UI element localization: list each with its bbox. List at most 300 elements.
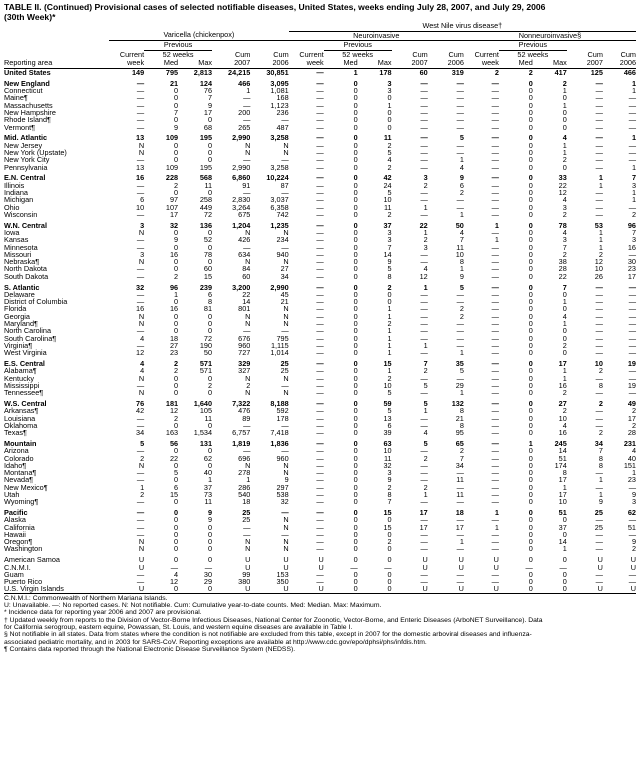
value-cell: —	[491, 446, 499, 456]
value-cell: 131	[199, 438, 213, 448]
value-cell: —	[243, 155, 251, 165]
value-cell: —	[243, 522, 251, 532]
value-cell: 200	[238, 107, 251, 117]
value-cell: 7	[207, 93, 213, 103]
value-cell: 2,990	[232, 162, 251, 172]
value-cell: —	[491, 497, 499, 507]
value-cell: —	[595, 107, 603, 117]
value-cell: 22	[558, 271, 567, 281]
value-cell: 0	[353, 155, 358, 165]
value-cell: —	[281, 326, 289, 336]
value-cell: 72	[203, 333, 213, 343]
value-cell: —	[136, 340, 145, 350]
value-cell: —	[628, 93, 636, 103]
value-cell: 9	[459, 271, 464, 281]
max-header: Max	[533, 59, 567, 68]
value-cell: —	[456, 297, 464, 307]
value-cell: —	[316, 326, 324, 336]
value-cell: —	[595, 468, 603, 478]
value-cell: N	[138, 318, 145, 328]
value-cell: —	[491, 297, 499, 307]
value-cell: —	[595, 311, 603, 321]
value-cell: 10	[558, 497, 567, 507]
value-cell: 0	[528, 86, 533, 96]
value-cell: 0	[207, 326, 213, 336]
value-cell: 1	[631, 78, 636, 88]
value-cell: 11	[456, 489, 464, 499]
value-cell: 2	[562, 388, 567, 398]
value-cell: —	[595, 406, 603, 416]
value-cell: 634	[238, 249, 251, 259]
value-cell: —	[384, 562, 392, 572]
value-cell: 3	[387, 227, 392, 237]
value-cell: 2	[459, 446, 464, 456]
value-cell: —	[628, 373, 636, 383]
value-cell: 10	[383, 380, 392, 390]
value-cell: —	[420, 147, 428, 157]
value-cell: —	[316, 413, 324, 423]
value-cell: 0	[353, 508, 358, 518]
value-cell: —	[456, 515, 464, 525]
value-cell: —	[136, 86, 145, 96]
value-cell: 449	[199, 202, 213, 212]
value-cell: 27	[280, 264, 289, 274]
reporting-area-cell: Arkansas¶	[4, 406, 39, 416]
value-cell: —	[136, 122, 145, 132]
wnv-header: West Nile virus disease†	[289, 22, 636, 31]
value-cell: 11	[456, 475, 464, 485]
value-cell: 2	[174, 180, 179, 190]
value-cell: 62	[203, 453, 213, 463]
value-cell: 1	[562, 318, 567, 328]
value-cell: —	[316, 67, 324, 77]
value-cell: —	[136, 446, 145, 456]
report-page	[4, 2, 636, 653]
value-cell: —	[628, 569, 636, 579]
value-cell: 29	[455, 380, 464, 390]
value-cell: N	[245, 311, 251, 321]
value-cell: 0	[353, 489, 358, 499]
previous-header: Previous	[499, 41, 567, 51]
value-cell: 1	[562, 140, 567, 150]
value-cell: 696	[238, 453, 251, 463]
value-cell: 60	[419, 67, 428, 77]
value-cell: 2	[631, 544, 636, 554]
value-cell: 0	[174, 388, 179, 398]
value-cell: 0	[353, 413, 358, 423]
value-cell: 0	[207, 544, 213, 554]
value-cell: 0	[528, 555, 533, 565]
value-cell: 21	[280, 297, 289, 307]
value-cell: —	[316, 373, 324, 383]
value-cell: 95	[455, 428, 464, 438]
reporting-area-cell: Nebraska¶	[4, 257, 40, 267]
value-cell: 2	[459, 187, 464, 197]
value-cell: 89	[242, 413, 251, 423]
current-header: Current	[299, 49, 324, 59]
value-cell: —	[491, 537, 499, 547]
value-cell: 0	[528, 93, 533, 103]
table-row	[4, 429, 636, 436]
value-cell: 30,851	[266, 67, 289, 77]
value-cell: 0	[353, 428, 358, 438]
value-cell: 0	[528, 460, 533, 470]
value-cell: 22	[242, 289, 251, 299]
value-cell: 5	[387, 187, 392, 197]
value-cell: 181	[165, 398, 179, 408]
reporting-area-cell: Georgia	[4, 311, 30, 321]
value-cell: 15	[383, 508, 392, 518]
value-cell: 0	[528, 453, 533, 463]
table-row	[4, 124, 636, 131]
value-cell: 11	[204, 497, 213, 507]
value-cell: —	[595, 515, 603, 525]
value-cell: 37	[558, 522, 567, 532]
week-header: week	[464, 59, 499, 68]
value-cell: 151	[623, 460, 636, 470]
value-cell: 0	[562, 515, 567, 525]
value-cell: —	[136, 497, 145, 507]
value-cell: 0	[353, 340, 358, 350]
value-cell: 107	[165, 202, 179, 212]
value-cell: 0	[528, 202, 533, 212]
value-cell: 0	[528, 289, 533, 299]
value-cell: 195	[199, 162, 213, 172]
value-cell: —	[316, 107, 324, 117]
value-cell: 0	[353, 358, 358, 368]
value-cell: —	[243, 100, 251, 110]
value-cell: 27	[558, 398, 567, 408]
value-cell: 42	[383, 173, 392, 183]
year-2007-header: 2007	[567, 59, 603, 68]
value-cell: 0	[528, 497, 533, 507]
value-cell: 3	[423, 242, 428, 252]
value-cell: —	[491, 438, 499, 448]
value-cell: —	[491, 348, 499, 358]
value-cell: —	[316, 86, 324, 96]
value-cell: 1	[423, 227, 428, 237]
value-cell: —	[243, 529, 251, 539]
value-cell: —	[420, 155, 428, 165]
value-cell: 1	[598, 475, 603, 485]
value-cell: 0	[528, 304, 533, 314]
value-cell: 24,215	[228, 67, 251, 77]
value-cell: —	[316, 78, 324, 88]
value-cell: 0	[174, 311, 179, 321]
value-cell: 0	[528, 147, 533, 157]
value-cell: N	[283, 544, 289, 554]
value-cell: —	[420, 373, 428, 383]
value-cell: 571	[199, 366, 213, 376]
value-cell: 12	[136, 348, 145, 358]
value-cell: —	[491, 264, 499, 274]
value-cell: —	[316, 133, 324, 143]
value-cell: —	[420, 257, 428, 267]
value-cell: 4	[562, 133, 567, 143]
reporting-area-cell: Mississippi	[4, 380, 40, 390]
value-cell: —	[595, 289, 603, 299]
value-cell: 0	[353, 202, 358, 212]
reporting-area-cell: Guam	[4, 569, 24, 579]
value-cell: 0	[358, 585, 392, 593]
value-cell: 0	[174, 529, 179, 539]
value-cell: 56	[169, 438, 179, 448]
reporting-area-cell: West Virginia	[4, 348, 47, 358]
value-cell: 1	[140, 482, 145, 492]
value-cell: —	[456, 577, 464, 587]
value-cell: —	[525, 562, 533, 572]
value-cell: U	[597, 562, 603, 572]
value-cell: 22	[419, 220, 428, 230]
value-cell: 0	[353, 446, 358, 456]
table-row	[4, 68, 636, 76]
value-cell: N	[283, 373, 289, 383]
value-cell: —	[491, 311, 499, 321]
reporting-area-cell: U.S. Virgin Islands	[4, 585, 109, 593]
value-cell: 18	[455, 508, 464, 518]
value-cell: 0	[353, 537, 358, 547]
value-cell: —	[628, 289, 636, 299]
value-cell: 2	[528, 67, 533, 77]
value-cell: 2	[140, 489, 145, 499]
value-cell: 1	[631, 162, 636, 172]
table-title: TABLE II. (Continued) Provisional cases of selected notifiable diseases, United States, weeks ending July 28, 2007, and July 29, 2006	[4, 2, 546, 12]
value-cell: —	[595, 115, 603, 125]
value-cell: N	[138, 373, 145, 383]
value-cell: 0	[174, 497, 179, 507]
value-cell: 1	[562, 544, 567, 554]
value-cell: 540	[238, 489, 251, 499]
value-cell: 0	[174, 446, 179, 456]
value-cell: —	[420, 497, 428, 507]
value-cell: 2,813	[193, 67, 213, 77]
value-cell: —	[491, 406, 499, 416]
value-cell: —	[628, 202, 636, 212]
value-cell: 0	[353, 373, 358, 383]
value-cell: 0	[353, 318, 358, 328]
value-cell: 4	[459, 162, 464, 172]
value-cell: 50	[203, 348, 213, 358]
reporting-area-cell: New York City	[4, 155, 50, 165]
value-cell: 1,123	[270, 100, 289, 110]
value-cell: 178	[276, 413, 289, 423]
value-cell: 25	[280, 358, 289, 368]
value-cell: 0	[387, 515, 392, 525]
reporting-area-cell: Wisconsin	[4, 209, 38, 219]
value-cell: —	[420, 78, 428, 88]
value-cell: 0	[353, 460, 358, 470]
reporting-area-cell: New Hampshire	[4, 107, 56, 117]
value-cell: 0	[528, 297, 533, 307]
reporting-area-cell: Connecticut	[4, 86, 43, 96]
value-cell: 32	[383, 460, 392, 470]
value-cell: 1	[631, 133, 636, 143]
value-cell: —	[420, 577, 428, 587]
value-cell: 0	[353, 257, 358, 267]
value-cell: —	[628, 515, 636, 525]
value-cell: —	[491, 333, 499, 343]
value-cell: —	[456, 318, 464, 328]
value-cell: 0	[353, 242, 358, 252]
value-cell: 0	[528, 380, 533, 390]
value-cell: N	[138, 544, 145, 554]
value-cell: 0	[353, 140, 358, 150]
value-cell: —	[420, 162, 428, 172]
value-cell: 0	[207, 420, 213, 430]
value-cell: 0	[174, 140, 179, 150]
value-cell: —	[316, 482, 324, 492]
max-header: Max	[358, 59, 392, 68]
value-cell: —	[595, 195, 603, 205]
value-cell: —	[136, 155, 145, 165]
value-cell: —	[491, 162, 499, 172]
value-cell: —	[595, 162, 603, 172]
value-cell: —	[316, 202, 324, 212]
value-cell: 6	[459, 180, 464, 190]
value-cell: 45	[280, 289, 289, 299]
reporting-area-cell: Alabama¶	[4, 366, 37, 376]
value-cell: 4	[174, 569, 179, 579]
value-cell: —	[628, 147, 636, 157]
value-cell: 1,534	[193, 428, 213, 438]
value-cell: 0	[353, 100, 358, 110]
value-cell: 25	[280, 366, 289, 376]
value-cell: 73	[203, 489, 213, 499]
value-cell: —	[491, 195, 499, 205]
value-cell: 1	[459, 388, 464, 398]
value-cell: 7	[174, 107, 179, 117]
value-cell: 62	[627, 508, 636, 518]
value-cell: —	[316, 242, 324, 252]
value-cell: 51	[627, 522, 636, 532]
value-cell: 0	[207, 555, 213, 565]
reporting-area-cell: Puerto Rico	[4, 577, 43, 587]
weeks52-header: 52 weeks	[517, 49, 549, 59]
reporting-area-cell: Utah	[4, 489, 20, 499]
value-cell: —	[595, 482, 603, 492]
value-cell: 0	[207, 187, 213, 197]
value-cell: 8	[562, 468, 567, 478]
value-cell: 7	[459, 235, 464, 245]
value-cell: N	[138, 388, 145, 398]
cum-header: Cum	[234, 49, 251, 59]
value-cell: —	[456, 468, 464, 478]
value-cell: —	[243, 242, 251, 252]
value-cell: U	[318, 555, 324, 565]
value-cell: 1	[494, 235, 499, 245]
value-cell: —	[456, 333, 464, 343]
value-cell: 2	[631, 420, 636, 430]
value-cell: 163	[165, 428, 179, 438]
value-cell: 124	[199, 78, 213, 88]
value-cell: —	[628, 326, 636, 336]
value-cell: 0	[353, 264, 358, 274]
value-cell: 15	[383, 358, 392, 368]
value-cell: 4	[562, 227, 567, 237]
value-cell: 178	[379, 67, 392, 77]
value-cell: 6	[174, 482, 179, 492]
value-cell: 2	[631, 406, 636, 416]
value-cell: 1	[598, 242, 603, 252]
value-cell: 39	[383, 428, 392, 438]
value-cell: —	[136, 577, 145, 587]
value-cell: —	[491, 209, 499, 219]
value-cell: 1,640	[193, 398, 213, 408]
value-cell: 0	[562, 107, 567, 117]
value-cell: 0	[353, 366, 358, 376]
value-cell: —	[628, 100, 636, 110]
table-row	[4, 273, 636, 280]
value-cell: —	[316, 460, 324, 470]
value-cell: —	[316, 122, 324, 132]
value-cell: —	[316, 333, 324, 343]
value-cell: 0	[528, 406, 533, 416]
value-cell: —	[136, 326, 145, 336]
value-cell: 2	[387, 318, 392, 328]
previous-header: Previous	[324, 41, 392, 51]
value-cell: 32	[136, 282, 145, 292]
value-cell: 9	[207, 515, 213, 525]
value-cell: 4	[140, 358, 145, 368]
table-row	[4, 349, 636, 356]
value-cell: —	[281, 115, 289, 125]
value-cell: 0	[528, 122, 533, 132]
value-cell: 2	[174, 358, 179, 368]
footnote: for California serogroup, eastern equine, Powassan, St. Louis, and western equine diseases are available in Table I.	[4, 623, 353, 631]
value-cell: 1	[494, 220, 499, 230]
value-cell: 1	[562, 297, 567, 307]
value-cell: 0	[528, 311, 533, 321]
reporting-area-cell: New York (Upstate)	[4, 147, 67, 157]
value-cell: 0	[528, 107, 533, 117]
value-cell: 0	[353, 86, 358, 96]
value-cell: 34	[594, 438, 603, 448]
value-cell: 1	[246, 475, 251, 485]
value-cell: 2	[387, 140, 392, 150]
value-cell: 426	[238, 235, 251, 245]
value-cell: —	[281, 446, 289, 456]
value-cell: 0	[387, 297, 392, 307]
value-cell: —	[136, 209, 145, 219]
value-cell: 9	[207, 508, 213, 518]
value-cell: —	[491, 289, 499, 299]
value-cell: 0	[353, 235, 358, 245]
value-cell: 11	[384, 453, 392, 463]
value-cell: 0	[387, 569, 392, 579]
value-cell: 940	[276, 249, 289, 259]
value-cell: —	[491, 282, 499, 292]
value-cell: —	[628, 340, 636, 350]
value-cell: 1,014	[270, 348, 289, 358]
value-cell: —	[491, 107, 499, 117]
footnote: associated pediatric mortality, and in 2003 for SARS-CoV. Reporting exceptions are available at http://www.cdc.gov/epo/dphsi/phs/infdis.htm.	[4, 638, 427, 646]
value-cell: 0	[207, 388, 213, 398]
previous-header: Previous	[144, 41, 212, 51]
value-cell: 0	[207, 147, 213, 157]
value-cell: 0	[528, 100, 533, 110]
value-cell: U	[493, 562, 499, 572]
value-cell: —	[628, 366, 636, 376]
value-cell: N	[283, 257, 289, 267]
reporting-area-cell: Delaware	[4, 289, 35, 299]
value-cell: —	[316, 358, 324, 368]
value-cell: 960	[238, 340, 251, 350]
value-cell: —	[595, 133, 603, 143]
reporting-area-cell: W.N. Central	[4, 220, 47, 230]
value-cell: —	[316, 348, 324, 358]
value-cell: —	[420, 318, 428, 328]
value-cell: 0	[562, 529, 567, 539]
